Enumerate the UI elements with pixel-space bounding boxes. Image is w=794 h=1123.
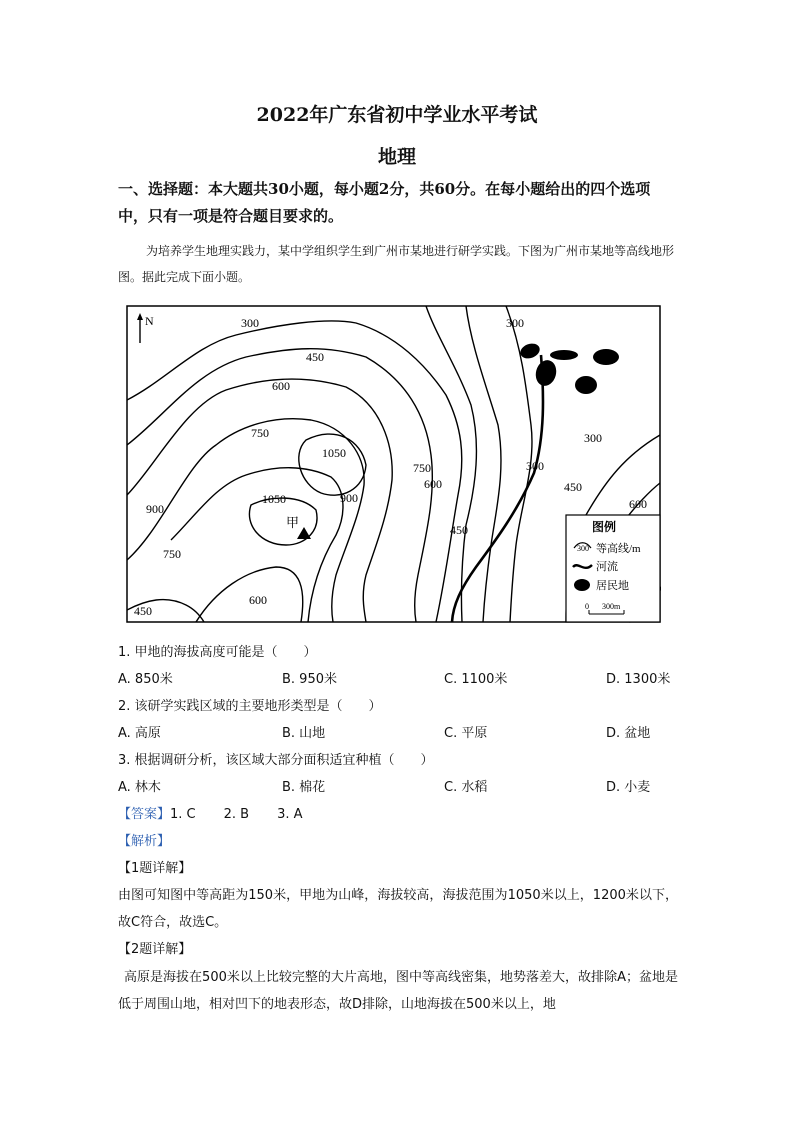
q1-option-a: A. 850米 (118, 672, 173, 687)
map-legend (566, 515, 660, 622)
legend-river: 河流 (596, 561, 618, 573)
contour-label: 750 (251, 426, 269, 440)
contour-label: 750 (413, 461, 431, 475)
contour-map (126, 305, 661, 623)
contour-label: 600 (249, 593, 267, 607)
q3-option-b: B. 棉花 (282, 780, 326, 795)
q2-option-a: A. 高原 (118, 726, 161, 741)
question-1-stem: 1. 甲地的海拔高度可能是（ ） (118, 645, 317, 660)
contour-map-svg (126, 305, 661, 623)
contour-label: 300 (241, 316, 259, 330)
page-title: 2022年广东省初中学业水平考试 (256, 104, 538, 126)
legend-contour: 等高线/m (596, 543, 641, 555)
detail-2-text: 高原是海拔在500米以上比较完整的大片高地，图中等高线密集，地势落差大，故排除A；盆地是低于周围山地，相对凹下的地表形态，故D排除，山地海拔在500米以上，地 (118, 970, 678, 1012)
q3-option-c: C. 水稻 (444, 780, 488, 795)
q2-option-b: B. 山地 (282, 726, 326, 741)
contour-label: 450 (450, 523, 468, 537)
contour-label: 450 (564, 480, 582, 494)
answer-3: 3. A (277, 807, 303, 822)
legend-title: 图例 (592, 520, 617, 534)
contour-label: 1050 (322, 446, 346, 460)
legend-scale-zero: 0 (585, 602, 589, 611)
legend-contour-sample: 300 (577, 544, 589, 553)
answer-label: 【答案】 (118, 807, 171, 822)
q2-option-c: C. 平原 (444, 726, 488, 741)
contour-label: 600 (424, 477, 442, 491)
contour-label: 1050 (262, 492, 286, 506)
subject-title: 地理 (377, 146, 416, 168)
q3-option-d: D. 小麦 (606, 780, 651, 795)
detail-2-label: 【2题详解】 (118, 942, 192, 957)
answer-line (118, 805, 303, 825)
legend-settlement: 居民地 (596, 580, 629, 592)
contour-label: 450 (306, 350, 324, 364)
place-label-jia: 甲 (286, 515, 300, 530)
analysis-label: 【解析】 (118, 834, 171, 849)
answer-2: 2. B (223, 807, 250, 822)
north-label: N (145, 314, 154, 328)
contour-label: 300 (526, 459, 544, 473)
contour-label: 450 (134, 604, 152, 618)
question-3-stem: 3. 根据调研分析，该区域大部分面积适宜种植（ ） (118, 753, 434, 768)
answer-1: 1. C (170, 807, 196, 822)
detail-1-label: 【1题详解】 (118, 861, 192, 876)
contour-label: 750 (163, 547, 181, 561)
detail-1-text: 由图可知图中等高距为150米，甲地为山峰，海拔较高，海拔范围为1050米以上，1200米以下，故C符合，故选C。 (118, 888, 678, 930)
contour-label: 300 (584, 431, 602, 445)
legend-scale-value: 300m (602, 602, 621, 611)
q1-option-d: D. 1300米 (606, 672, 671, 687)
contour-label: 300 (506, 316, 524, 330)
section-heading: 一、选择题：本大题共30小题，每小题2分，共60分。在每小题给出的四个选项中，只有一项是符合题目要求的。 (118, 180, 651, 225)
contour-label: 600 (629, 497, 647, 511)
intro-text: 为培养学生地理实践力，某中学组织学生到广州市某地进行研学实践。下图为广州市某地等高线地形图。据此完成下面小题。 (118, 244, 675, 284)
q3-option-a: A. 林木 (118, 780, 161, 795)
contour-label: 900 (146, 502, 164, 516)
contour-label: 600 (272, 379, 290, 393)
contour-label: 900 (340, 491, 358, 505)
q2-option-d: D. 盆地 (606, 726, 651, 741)
q1-option-b: B. 950米 (282, 672, 337, 687)
q1-option-c: C. 1100米 (444, 672, 508, 687)
question-2-stem: 2. 该研学实践区域的主要地形类型是（ ） (118, 699, 382, 714)
